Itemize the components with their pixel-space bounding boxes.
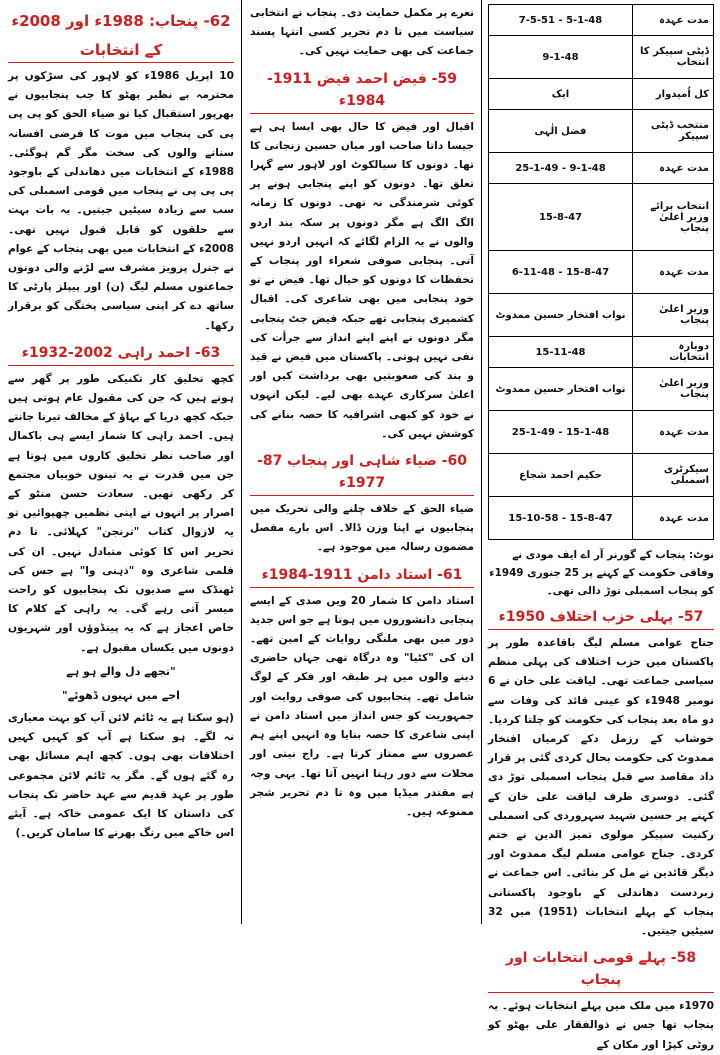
- section-62-subheading: کے انتخابات: [8, 39, 234, 63]
- section-63-body: کچھ تخلیق کار تکنیکی طور پر گھر سے ہوتے ہیں کہ جن کی مقبول عام ہوتی ہیں جبکہ کچھ دریا کے بہاؤ کے مخالف تیرنا جانتے ہیں۔ احمد راہی کا شمار ایسے ہی باکمال اور صاحب نظر تخلیق کاروں میں ہوتا ہے جن میں قدرت نے یہ تینوں خوبیاں مجتمع کر رکھی تھیں۔ سعادت حسن منٹو کے اصرار پر انہوں نے اپنی نظمیں چھپوائیں تو یہ لازوال کتاب "ترنجن" کہلائی۔ تا دم تحریر اس کا کوئی متبادل نہیں۔ ان کی فلمی شاعری وہ "ذہنی وا" ہے جس کی ٹھنڈک سے صدیوں تک پنجابیوں کو راحت میسر آتی رہے گی۔ یہ راہی کے کلام کا خاص اعجاز ہے کہ یہ پینڈوؤں اور شہریوں دونوں میں یکساں مقبول ہے۔: [8, 372, 234, 654]
- poem-line: "تجھے دل والے ہو ہے: [66, 664, 176, 678]
- continued-text: نعرے پر مکمل حمایت دی۔ پنجاب نے انتخابی سیاست میں تا دم تحریر کسی انتہا پسند جماعت کی بھی حمایت نہیں کی۔: [250, 7, 474, 58]
- table-row: مدت عہدہ 15-8-47 - 6-11-48: [489, 251, 714, 294]
- section-59-body: اقبال اور فیض کا حال بھی ایسا ہی ہے جیسا داتا صاحب اور میاں حسین زنجانی کا تھا۔ دونوں کا سیالکوٹ اور لاہور سے گہرا تعلق تھا۔ دونوں کو اپنے پنجابی ہونے پر کوئی شرمندگی نہ تھی۔ دونوں کا زمانہ الگ الگ ہے مگر دونوں پر سکہ بند اردو والوں نے یہ الزام لگائے کہ انہیں اردو نہیں آتی۔ پنجابی صوفی شعراء اور پنجاب کے تخفظات کا دونوں کو خیال تھا۔ فیض نے تو خود پنجابی میں بھی شاعری کی۔ اقبال کشمیری پنجابی تھے جبکہ فیض جٹ پنجابی مگر دونوں نے اپنے اپنے انداز سے جرأت کی نفی نہیں ہوتی۔ پاکستان میں فیض نے قید و بند کی صعوبتیں بھی برداشت کیں اور اعلیٰ سرکاری عہدے بھی لیے۔ لیکن انہوں نے خود کو کبھی اشرافیہ کا حصہ بنانے کی کوشش نہیں کی۔: [250, 120, 474, 440]
- section-60-body: ضیاء الحق کے خلاف چلنے والی تحریک میں پنجابیوں نے اپنا وزن ڈالا۔ اس بارے مفصل مضمون رسالہ میں موجود ہے۔: [250, 503, 474, 554]
- table-row: ڈپٹی سپیکر کا انتخاب 9-1-48: [489, 36, 714, 79]
- section-61-heading: 61- استاد دامن 1911-1984ء: [250, 564, 474, 588]
- section-62-heading: 62- پنجاب: 1988ء اور 2008ء: [11, 12, 231, 30]
- section-57-body: جناح عوامی مسلم لیگ باقاعدہ طور پر پاکستان میں حزب اختلاف کی پہلی منظم سیاسی جماعت تھی۔ لیاقت علی خان نے 6 نومبر 1948ء کو عینی قائد کی وفات سے دو ماہ بعد پنجاب کی حکومت کو چلتا کردیا۔ خوشاب کے رزمل دکے کرمیاں افتخار ممدوٹ کی حکومت بحال کردی گئی پر قرار داد مقاصد سے قبل پنجاب اسمبلی توڑ دی گئی۔ دوسری طرف لیاقت علی خان کے کہنے پر حسین شہید سہروردی کی اسمبلی رکنیت سپیکر مولوی تمیز الدین نے ختم کردی۔ جناح عوامی مسلم لیگ ممدوٹ اور دیگر قائدین نے مل کر بنائی۔ اس جماعت نے زبردست دھاندلی کے باوجود پاکستانی پنجاب کے پہلے انتخابات (1951) میں 32 سیٹیں جیتیں۔: [488, 637, 714, 938]
- table-row: سیکرٹری اسمبلی حکیم احمد شجاع: [489, 454, 714, 497]
- table-row: وزیر اعلیٰ پنجاب نواب افتخار حسین ممدوٹ: [489, 368, 714, 411]
- table-row: منتخب ڈپٹی سپیکر فضل الٰہی: [489, 110, 714, 153]
- right-column: [482, 0, 720, 1051]
- table-row: مدت عہدہ 15-8-47 - 15-10-58: [489, 497, 714, 540]
- middle-column: [242, 0, 482, 924]
- table-note: نوٹ: پنجاب کے گورنر آر اے ایف مودی نے وفاقی حکومت کے کہنے پر 25 جنوری 1949ء کو پنجاب اسمبلی توڑ دالی تھی۔: [489, 549, 714, 597]
- section-62-body: 10 اپریل 1986ء کو لاہور کی سڑکوں پر محترمہ بے نظیر بھٹو کا جب پنجابیوں نے بھرپور استقبال کیا تو ضیاء الحق کو پی پی پی کی پنجاب میں موت کا فرضی افسانہ سنانے والوں کی سخت مگر گم ہوگئی۔ 1988ء کے انتخابات میں دھاندلی کے باوجود پی پی پی نے پنجاب میں قومی اسمبلی کی سب سے زیادہ سیٹیں جیتیں۔ یہ بات بہت سے حلقوں کو قابل قبول نہیں تھی۔ 2008ء کے انتخابات میں بھی پنجاب کے عوام نے جنرل پرویز مشرف سے لڑنے والی دونوں جماعتوں مسلم لیگ (ن) اور پیپلز پارٹی کا ساتھ دے کر اپنی سیاسی پختگی کو برقرار رکھا۔: [8, 70, 235, 332]
- section-63-heading: 63- احمد راہی 2002-1932ء: [8, 342, 234, 366]
- table-row: مدت عہدہ 9-1-48 - 25-1-49: [489, 153, 714, 184]
- section-59-heading: 59- فیض احمد فیض 1911-1984ء: [250, 68, 474, 114]
- table-row: کل اُمیدوار ایک: [489, 79, 714, 110]
- section-58-heading: 58- پہلے قومی انتخابات اور پنجاب: [488, 947, 714, 993]
- section-60-heading: 60- ضیاء شاہی اور پنجاب 87-1977ء: [250, 450, 474, 496]
- poem-line: اجے میں نہیوں ڈھوئے": [62, 688, 180, 702]
- table-row: دوبارہ انتخابات 15-11-48: [489, 337, 714, 368]
- table-row: انتخاب برائے وزیر اعلیٰ پنجاب 15-8-47: [489, 184, 714, 251]
- closing-note: (ہو سکتا ہے یہ ٹائم لائن آپ کو بہت معیاری نہ لگے۔ ہو سکتا ہے آپ کو کہیں کہیں اختلافات بھی ہوں۔ کچھ اہم مسائل بھی رہ گئے ہوں گے۔ مگر یہ ٹائم لائن مجموعی طور پر عہد قدیم سے عہد حاضر تک پنجاب کی داستان کا ایک عمومی خاکہ ہے۔ آیئے اس خاکے میں رنگ بھرنے کا سامان کریں۔): [8, 711, 234, 840]
- table-row: مدت عہدہ 15-1-48 - 25-1-49: [489, 411, 714, 454]
- table-row: وزیر اعلیٰ پنجاب نواب افتخار حسین ممدوٹ: [489, 294, 714, 337]
- section-58-body: 1970ء میں ملک میں پہلے انتخابات ہوئے۔ یہ پنجاب تھا جس نے ذوالفقار علی بھٹو کو روٹی کپڑا اور مکان کے: [488, 1000, 714, 1051]
- section-57-heading: 57- پہلی حزب اختلاف 1950ء: [488, 606, 714, 630]
- left-column: [0, 0, 242, 924]
- assembly-table: [488, 4, 714, 540]
- table-row: مدت عہدہ 5-1-48 - 7-5-51: [489, 5, 714, 36]
- section-61-body: استاد دامن کا شمار 20 ویں صدی کے ایسے پنجابی دانشوروں میں ہوتا ہے جو اس جدید دور میں بھی ملنگی روایات کے امین تھے۔ ان کی "کٹیا" وہ درگاہ تھی جہاں حاضری دینے والوں میں ہر طبقہ اور فکر کے لوگ شامل تھے۔ پنجابیوں کی صوفی روایت اور جمہوریت کو جس انداز میں استاد دامن نے اپنی شاعری کا حصہ بنایا وہ انہیں اپنے ہم عصروں سے ممتاز کرتا ہے۔ راج نیتی اور محلات سے دور رہنا انہیں آتا تھا۔ یہی وجہ ہے مقتدر میڈیا میں وہ تا دم تحریر شجر ممنوعہ ہیں۔: [250, 594, 474, 818]
